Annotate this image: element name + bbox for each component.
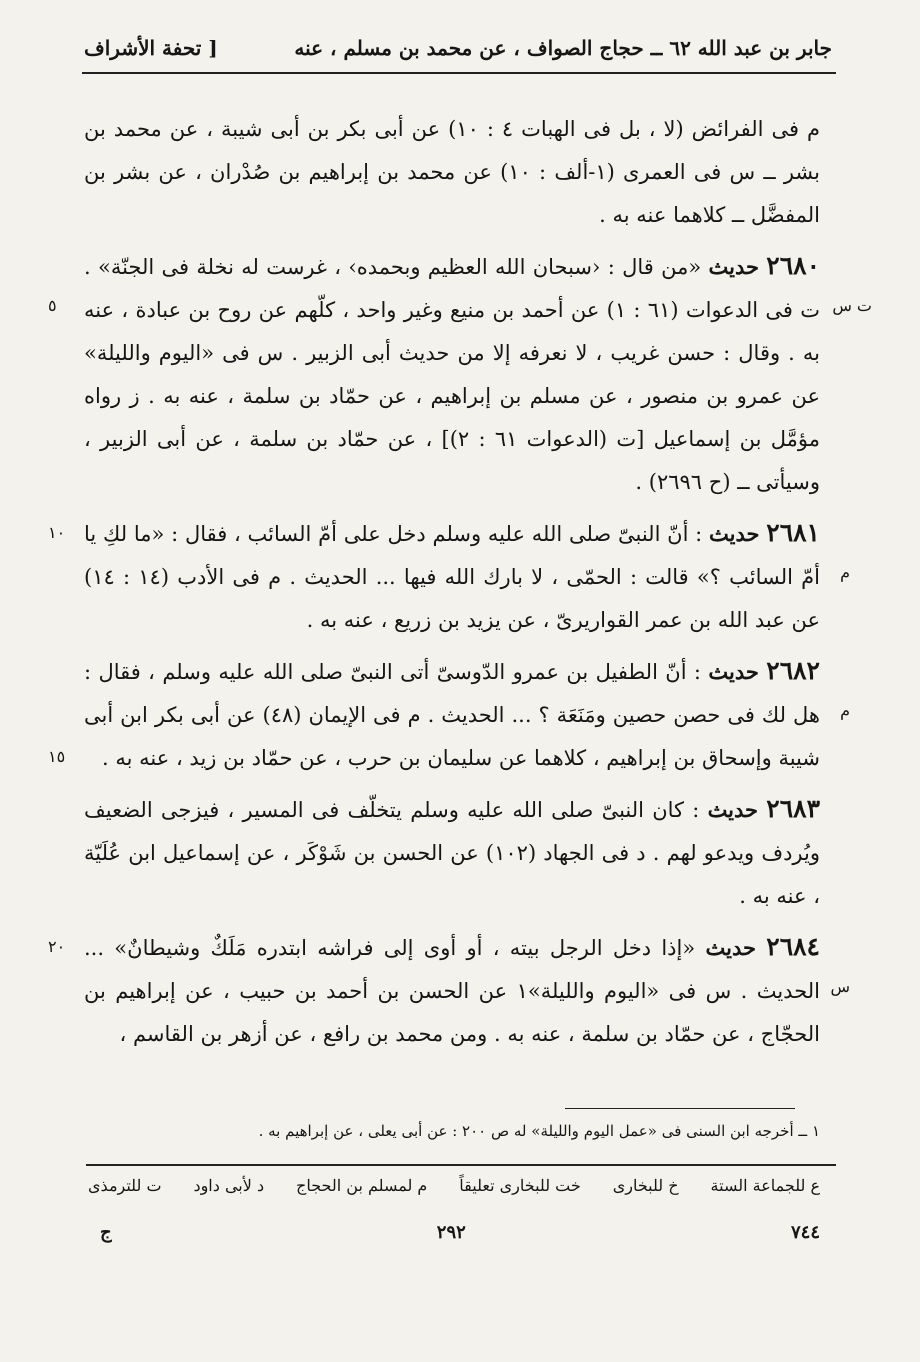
margin-siglum: ت س [832, 296, 872, 315]
hadith-number: ٢٦٨١ [766, 518, 820, 547]
page-footer [100, 1222, 820, 1243]
volume-mark: ج [100, 1222, 112, 1243]
main-text [48, 108, 872, 1063]
line-number: ١٥ [48, 747, 66, 766]
margin-siglum: س [830, 977, 850, 996]
hadith-number: ٢٦٨٣ [766, 794, 820, 823]
page-number: ٧٤٤ [790, 1222, 820, 1243]
hadith-text: : كان النبىّ صلى الله عليه وسلم يتخلّف فى المسير ، فيزجى الضعيف ويُردف ويدعو لهم . د فى الجهاد (١٠٢) عن الحسن بن شَوْكَر ، عن إسماعيل ابن عُلَيّة ، عنه به . [84, 798, 821, 908]
entry-continuation [84, 108, 820, 237]
hadith-number: ٢٦٨٤ [766, 932, 820, 961]
siglum-item: د لأبى داود [193, 1176, 265, 1195]
line-number: ٢٠ [48, 937, 66, 956]
margin-siglum: م [840, 701, 850, 720]
hadith-label: حديث [708, 254, 759, 279]
header-title: جابر بن عبد الله ٦٢ ــ حجاج الصواف ، عن محمد بن مسلم ، عنه [294, 36, 832, 60]
hadith-number: ٢٦٨٢ [766, 656, 820, 685]
header-rule [82, 72, 836, 74]
header-book-title: [ تحفة الأشراف [84, 36, 218, 60]
hadith-entry [48, 511, 850, 642]
footnote: ١ ــ أخرجه ابن السنى فى «عمل اليوم والليلة» له ص ٢٠٠ : عن أبى يعلى ، عن إبراهيم به . [258, 1122, 820, 1140]
siglum-item: خ للبخارى [612, 1176, 679, 1195]
margin-siglum: م [840, 563, 850, 582]
line-number: ١٠ [48, 523, 66, 542]
siglum-item: ت للترمذى [88, 1176, 162, 1195]
siglum-item: م لمسلم بن الحجاج [296, 1176, 428, 1195]
hadith-number: ٢٦٨٠ [766, 251, 820, 280]
line-number: ٥ [48, 296, 57, 315]
siglum-item: ع للجماعة الستة [710, 1176, 820, 1195]
hadith-label: حديث [708, 659, 759, 684]
hadith-entry [48, 244, 872, 504]
hadith-entry [48, 649, 850, 780]
footnote-rule [565, 1108, 795, 1109]
hadith-label: حديث [709, 521, 760, 546]
page-number-secondary: ٢٩٢ [436, 1222, 466, 1243]
entry-text: م فى الفرائض (لا ، بل فى الهبات ٤ : ١٠) عن أبى بكر بن أبى شيبة ، عن محمد بن بشر ــ س فى العمرى (١-ألف : ١٠) عن محمد بن إبراهيم بن صُدْران ، عن بشر بن المفضَّل ــ كلاهما عنه به . [84, 117, 821, 227]
hadith-entry [84, 787, 820, 918]
sigla-rule [86, 1164, 836, 1166]
hadith-label: حديث [707, 797, 759, 822]
hadith-text: «من قال : ‹سبحان الله العظيم وبحمده› ، غرست له نخلة فى الجنّة» . ت فى الدعوات (٦١ : ١) عن أحمد بن منيع وغير واحد ، كلّهم عن روح بن عبادة ، عنه به . وقال : حسن غريب ، لا نعرفه إلا من حديث أبى الزبير . س فى «اليوم والليلة» عن عمرو بن منصور ، عن مسلم بن إبراهيم ، عن حمّاد بن سلمة ، عنه به . ز رواه مؤمَّل بن إسماعيل [ت (الدعوات ٦١ : ٢)] ، عن حمّاد بن سلمة ، عن أبى الزبير ، وسيأتى ــ (ح ٢٦٩٦) . [84, 255, 820, 494]
hadith-entry [48, 925, 850, 1056]
siglum-item: خت للبخارى تعليقاً [459, 1176, 581, 1195]
hadith-text: «إذا دخل الرجل بيته ، أو أوى إلى فراشه ابتدره مَلَكٌ وشيطانٌ» ... الحديث . س فى «اليوم والليلة»١ عن الحسن بن أحمد بن حبيب ، عن إبراهيم بن الحجّاج ، عن حمّاد بن سلمة ، عنه به . ومن محمد بن رافع ، عن أزهر بن القاسم ، [84, 936, 820, 1046]
sigla-legend [88, 1176, 820, 1195]
running-header [84, 26, 832, 70]
hadith-text: : أنّ النبىّ صلى الله عليه وسلم دخل على أمّ السائب ، فقال : «ما لكِ يا أمّ السائب ؟» قالت : الحمّى ، لا بارك الله فيها ... الحديث . م فى الأدب (١٤ : ١٤) عن عبد الله بن عمر القواريرىّ ، عن يزيد بن زريع ، عنه به . [84, 522, 820, 632]
hadith-label: حديث [705, 935, 756, 960]
hadith-text: : أنّ الطفيل بن عمرو الدّوسىّ أتى النبىّ صلى الله عليه وسلم ، فقال : هل لك فى حصن حصين ومَنَعَة ؟ ... الحديث . م فى الإيمان (٤٨) عن أبى بكر ابن أبى شيبة وإسحاق بن إبراهيم ، كلاهما عن سليمان بن حرب ، عن حمّاد بن زيد ، عنه به . [84, 660, 820, 770]
